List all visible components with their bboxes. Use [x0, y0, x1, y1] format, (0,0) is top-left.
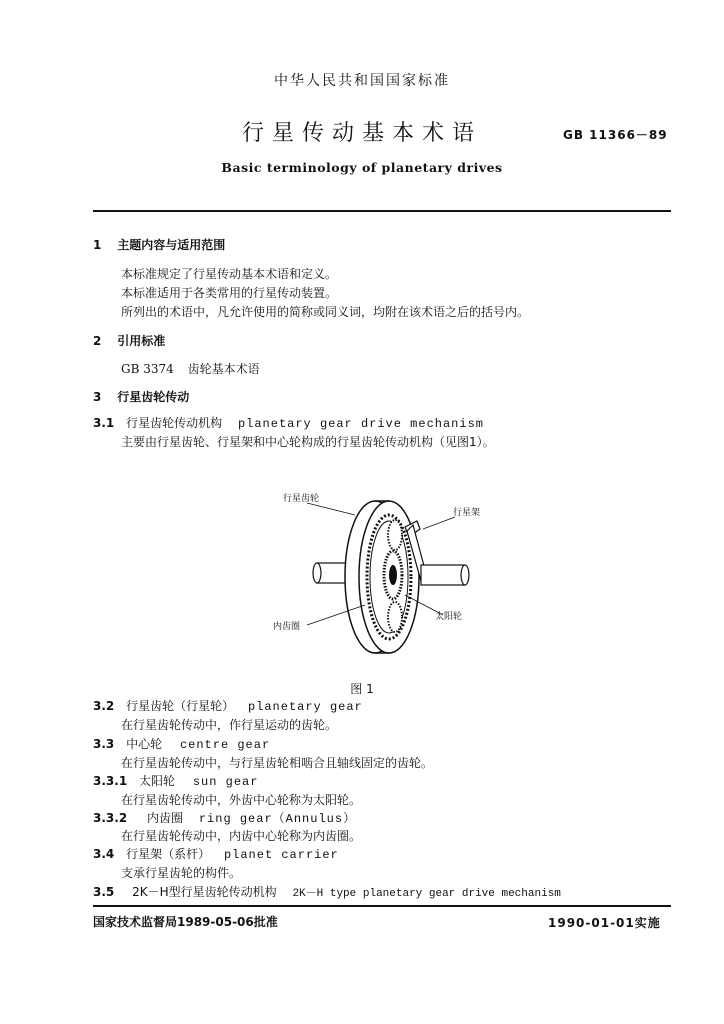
section-number: 1 [93, 238, 102, 252]
term-cn: 太阳轮 [139, 774, 176, 788]
page-title: 行星传动基本术语 [241, 121, 482, 146]
term-number: 3.2 [93, 699, 115, 713]
term-3-1 [93, 414, 484, 431]
paragraph: 本标准适用于各类常用的行星传动装置。 [121, 286, 338, 300]
term-en: planetary gear drive mechanism [237, 417, 484, 431]
approval-date: 国家技术监督局1989-05-06批准 [93, 915, 278, 929]
term-3-3-1 [93, 772, 258, 789]
standard-line: 中华人民共和国国家标准 [274, 73, 450, 89]
section-number: 2 [93, 334, 102, 348]
term-cn: 行星齿轮传动机构 [126, 416, 223, 430]
label-ring-gear: 内齿圈 [273, 622, 301, 632]
standard-code: GB 11366－89 [563, 128, 668, 142]
term-3-4 [93, 845, 339, 862]
reference-code: GB 3374 [121, 362, 174, 376]
term-3-3 [93, 735, 270, 752]
effective-date: 1990-01-01实施 [548, 916, 661, 930]
term-number: 3.3 [93, 737, 115, 751]
term-en: 2K－H type planetary gear drive mechanism [292, 888, 561, 900]
term-number: 3.1 [93, 416, 115, 430]
footer-rule [93, 905, 671, 907]
english-title: Basic terminology of planetary drives [221, 160, 503, 175]
section-number: 3 [93, 390, 102, 404]
term-3-2 [93, 697, 363, 714]
term-cn: 内齿圈 [147, 811, 184, 825]
term-en: planetary gear [247, 700, 363, 714]
section-title: 行星齿轮传动 [117, 390, 190, 404]
section-2-heading [93, 332, 165, 349]
term-3-3-2 [93, 809, 356, 826]
paragraph: 所列出的术语中，凡允许使用的简称或同义词，均附在该术语之后的括号内。 [121, 305, 530, 319]
figure-1 [255, 485, 485, 670]
definition: 支承行星齿轮的构件。 [121, 866, 242, 880]
term-number: 3.5 [93, 885, 115, 899]
label-planet-gear: 行星齿轮 [283, 494, 320, 504]
term-cn: 行星架（系杆） [126, 847, 211, 861]
paragraph: 本标准规定了行星传动基本术语和定义。 [121, 267, 338, 281]
reference-item [121, 360, 260, 377]
term-en: sun gear [192, 775, 259, 789]
term-number: 3.3.2 [93, 811, 128, 825]
definition: 主要由行星齿轮、行星架和中心轮构成的行星齿轮传动机构（见图1）。 [121, 435, 495, 449]
label-carrier: 行星架 [453, 508, 481, 518]
planetary-gear-illustration [255, 485, 485, 670]
term-en: planet carrier [223, 848, 339, 862]
term-cn: 行星齿轮（行星轮） [126, 699, 235, 713]
term-cn: 2K－H型行星齿轮传动机构 [132, 885, 277, 899]
section-title: 引用标准 [117, 334, 166, 348]
definition: 在行星齿轮传动中，作行星运动的齿轮。 [121, 718, 338, 732]
label-sun-gear: 太阳轮 [435, 612, 463, 622]
header-rule [93, 210, 671, 212]
term-en: ring gear（Annulus） [198, 812, 357, 826]
section-3-heading [93, 388, 189, 405]
section-1-heading [93, 236, 225, 253]
term-en: centre gear [179, 738, 271, 752]
term-cn: 中心轮 [126, 737, 163, 751]
figure-caption: 图 1 [350, 682, 374, 696]
definition: 在行星齿轮传动中，与行星齿轮相啮合且轴线固定的齿轮。 [121, 756, 434, 770]
definition: 在行星齿轮传动中，外齿中心轮称为太阳轮。 [121, 793, 362, 807]
section-title: 主题内容与适用范围 [117, 238, 226, 252]
term-number: 3.4 [93, 847, 115, 861]
term-number: 3.3.1 [93, 774, 128, 788]
term-3-5 [93, 883, 561, 900]
definition: 在行星齿轮传动中，内齿中心轮称为内齿圈。 [121, 829, 362, 843]
reference-title: 齿轮基本术语 [187, 362, 260, 376]
